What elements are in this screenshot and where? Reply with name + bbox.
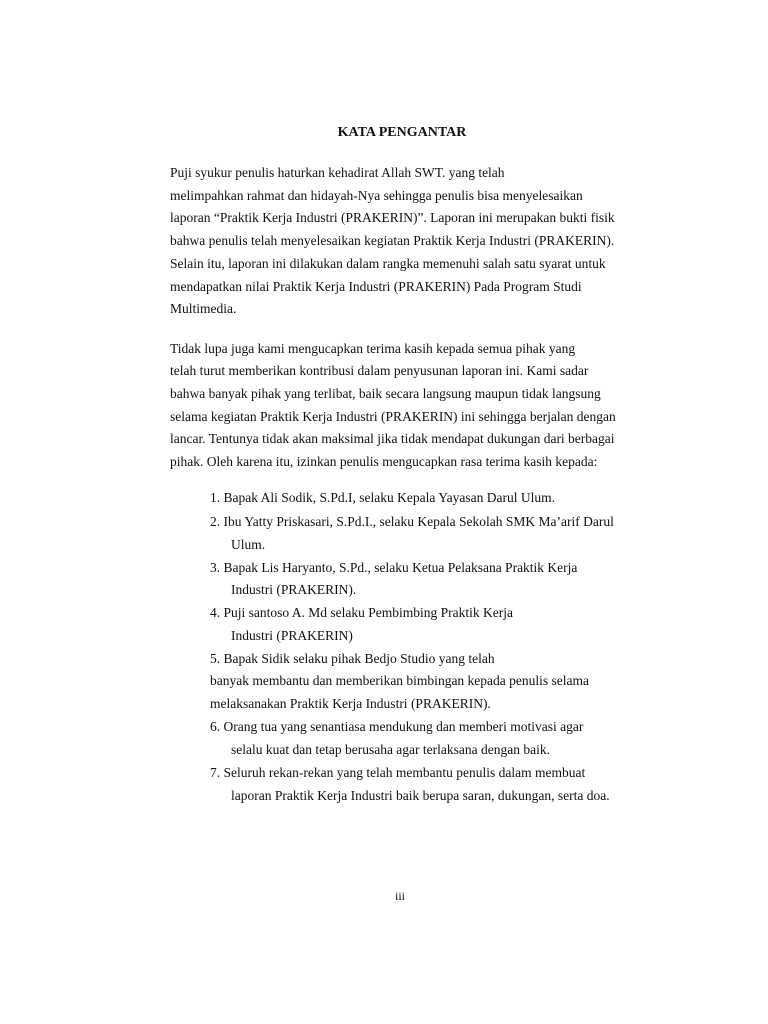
page-title: KATA PENGANTAR	[337, 125, 467, 140]
acknowledgement-item: 3. Bapak Lis Haryanto, S.Pd., selaku Ketua Pelaksana Praktik Kerja	[210, 560, 578, 575]
acknowledgement-item-continuation: Ulum.	[231, 537, 266, 552]
acknowledgement-item: 2. Ibu Yatty Priskasari, S.Pd.I., selaku Kepala Sekolah SMK Ma’arif Darul	[210, 514, 614, 529]
paragraph-2-line: lancar. Tentunya tidak akan maksimal jika tidak mendapat dukungan dari berbagai	[170, 431, 615, 446]
acknowledgement-item-continuation: selalu kuat dan tetap berusaha agar terlaksana dengan baik.	[231, 742, 550, 757]
acknowledgement-item: 7. Seluruh rekan-rekan yang telah membantu penulis dalam membuat	[210, 765, 586, 780]
paragraph-2-line: telah turut memberikan kontribusi dalam penyusunan laporan ini. Kami sadar	[170, 363, 589, 378]
paragraph-1-line: Selain itu, laporan ini dilakukan dalam rangka memenuhi salah satu syarat untuk	[170, 256, 606, 271]
paragraph-1-line: laporan “Praktik Kerja Industri (PRAKERIN)”. Laporan ini merupakan bukti fisik	[170, 210, 615, 225]
paragraph-2-line: pihak. Oleh karena itu, izinkan penulis mengucapkan rasa terima kasih kepada:	[170, 454, 598, 469]
acknowledgement-item: 6. Orang tua yang senantiasa mendukung dan memberi motivasi agar	[210, 719, 584, 734]
paragraph-1-line: mendapatkan nilai Praktik Kerja Industri (PRAKERIN) Pada Program Studi	[170, 279, 582, 294]
paragraph-2-line: Tidak lupa juga kami mengucapkan terima kasih kepada semua pihak yang	[170, 341, 576, 356]
paragraph-2-line: bahwa banyak pihak yang terlibat, baik secara langsung maupun tidak langsung	[170, 386, 601, 401]
acknowledgement-item-continuation: laporan Praktik Kerja Industri baik berupa saran, dukungan, serta doa.	[231, 788, 610, 803]
acknowledgement-item: 5. Bapak Sidik selaku pihak Bedjo Studio yang telah	[210, 651, 495, 666]
paragraph-2-line: selama kegiatan Praktik Kerja Industri (PRAKERIN) ini sehingga berjalan dengan	[170, 409, 616, 424]
paragraph-1-line: Puji syukur penulis haturkan kehadirat Allah SWT. yang telah	[170, 165, 505, 180]
acknowledgement-item-continuation: Industri (PRAKERIN)	[231, 628, 353, 643]
paragraph-1-line: melimpahkan rahmat dan hidayah-Nya sehingga penulis bisa menyelesaikan	[170, 188, 583, 203]
acknowledgement-item-continuation: melaksanakan Praktik Kerja Industri (PRAKERIN).	[210, 696, 491, 711]
acknowledgement-item-continuation: banyak membantu dan memberikan bimbingan kepada penulis selama	[210, 673, 590, 688]
paragraph-1-line: bahwa penulis telah menyelesaikan kegiatan Praktik Kerja Industri (PRAKERIN).	[170, 233, 615, 248]
acknowledgement-item: 4. Puji santoso A. Md selaku Pembimbing Praktik Kerja	[210, 605, 513, 620]
page-number: iii	[394, 889, 405, 903]
acknowledgement-item: 1. Bapak Ali Sodik, S.Pd.I, selaku Kepala Yayasan Darul Ulum.	[210, 490, 555, 505]
paragraph-1-line: Multimedia.	[170, 301, 237, 316]
acknowledgement-item-continuation: Industri (PRAKERIN).	[231, 582, 357, 597]
